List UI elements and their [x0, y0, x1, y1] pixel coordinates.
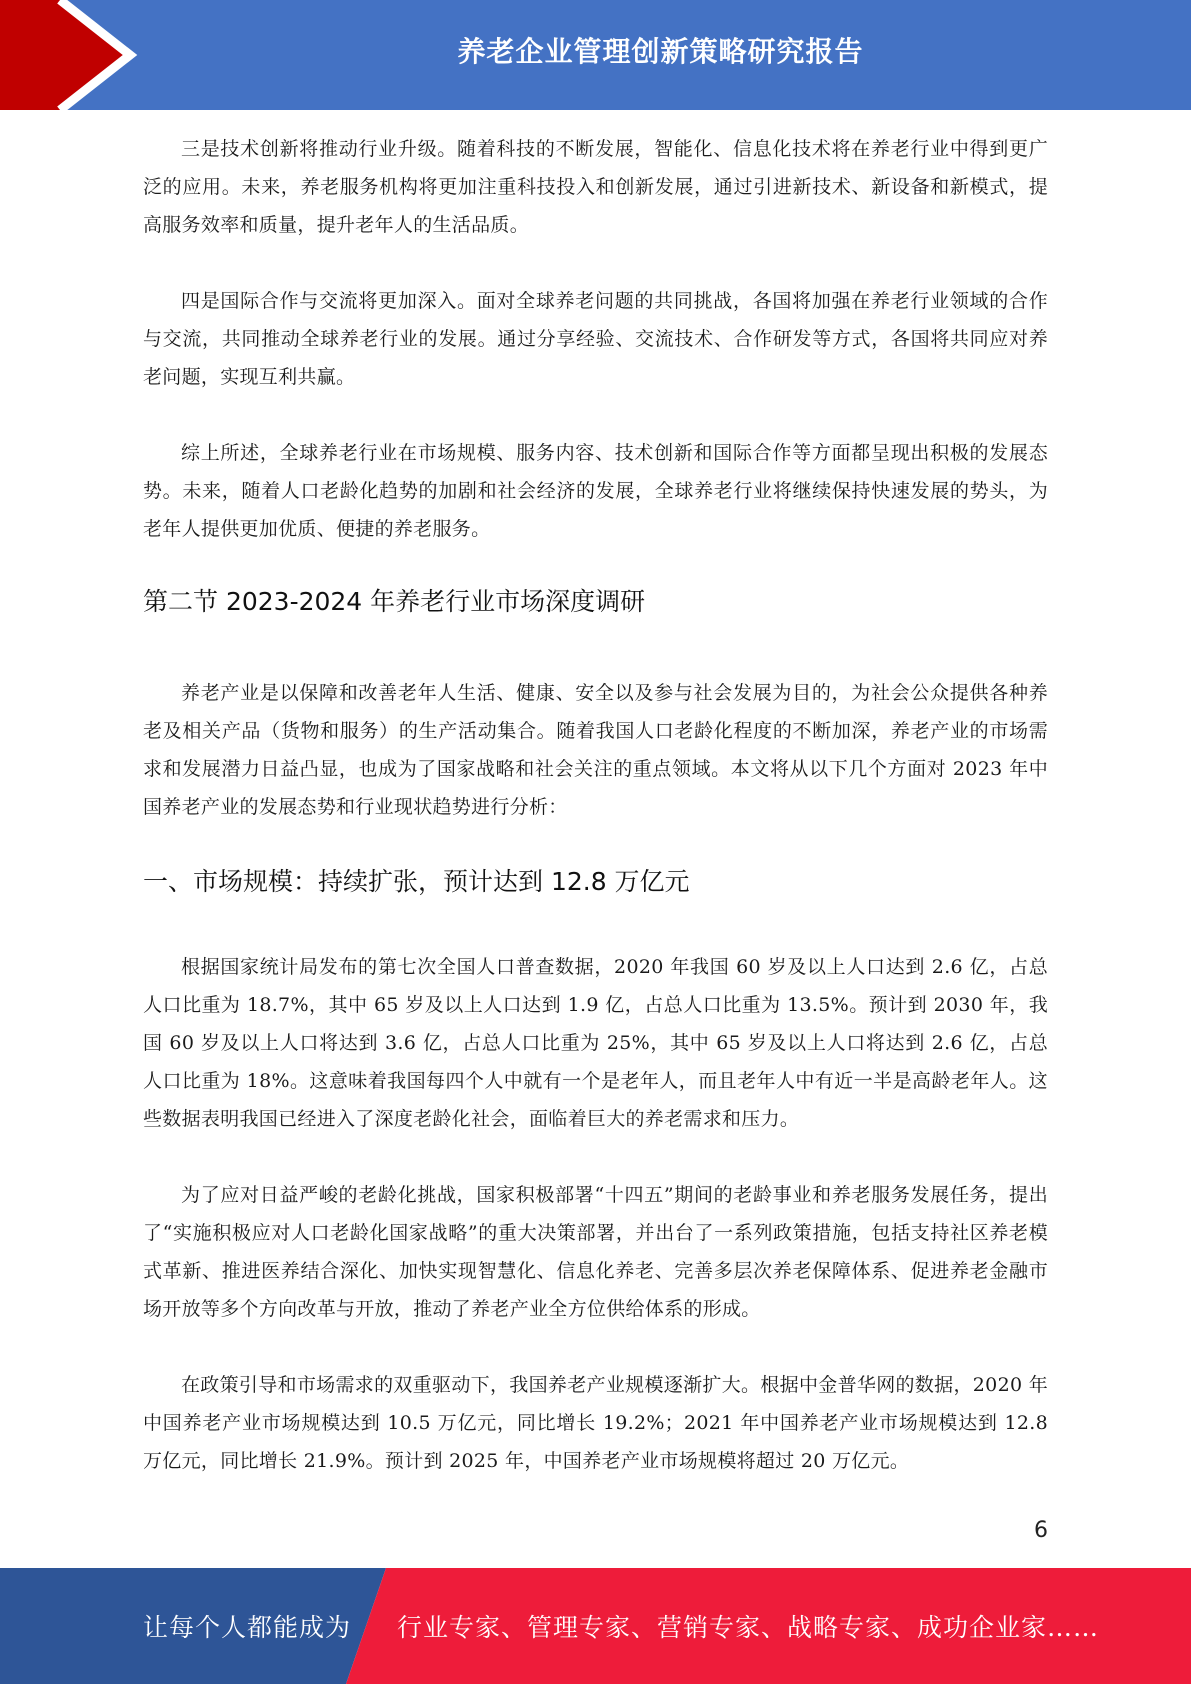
- footer-slogan-left: 让每个人都能成为: [143, 1613, 352, 1642]
- paragraph-international-cooperation: 四是国际合作与交流将更加深入。面对全球养老问题的共同挑战，各国将加强在养老行业领域的合作与交流，共同推动全球养老行业的发展。通过分享经验、交流技术、合作研发等方式，各国将共同应对养老问题，实现互利共赢。: [143, 290, 1048, 388]
- paragraph-market-growth: 在政策引导和市场需求的双重驱动下，我国养老产业规模逐渐扩大。根据中金普华网的数据，2020 年中国养老产业市场规模达到 10.5 万亿元，同比增长 19.2%；2021 年中国养老产业市场规模达到 12.8 万亿元，同比增长 21.9%。预计到 2025 年，中国养老产业市场规模将超过 20 万亿元。: [143, 1374, 1048, 1472]
- page-header: [0, 0, 1191, 110]
- section-heading: 第二节 2023-2024 年养老行业市场深度调研: [143, 587, 646, 616]
- paragraph-policy: 为了应对日益严峻的老龄化挑战，国家积极部署“十四五”期间的老龄事业和养老服务发展任务，提出了“实施积极应对人口老龄化国家战略”的重大决策部署，并出台了一系列政策措施，包括支持社区养老模式革新、推进医养结合深化、加快实现智慧化、信息化养老、完善多层次养老保障体系、促进养老金融市场开放等多个方向改革与开放，推动了养老产业全方位供给体系的形成。: [143, 1184, 1048, 1320]
- page-number: 6: [1034, 1518, 1048, 1543]
- header-title: 养老企业管理创新策略研究报告: [457, 35, 864, 68]
- paragraph-section-intro: 养老产业是以保障和改善老年人生活、健康、安全以及参与社会发展为目的，为社会公众提供各种养老及相关产品（货物和服务）的生产活动集合。随着我国人口老龄化程度的不断加深，养老产业的市场需求和发展潜力日益凸显，也成为了国家战略和社会关注的重点领域。本文将从以下几个方面对 2023 年中国养老产业的发展态势和行业现状趋势进行分析：: [143, 682, 1048, 818]
- paragraph-tech-innovation: 三是技术创新将推动行业升级。随着科技的不断发展，智能化、信息化技术将在养老行业中得到更广泛的应用。未来，养老服务机构将更加注重科技投入和创新发展，通过引进新技术、新设备和新模式，提高服务效率和质量，提升老年人的生活品质。: [143, 138, 1048, 236]
- paragraph-population-data: 根据国家统计局发布的第七次全国人口普查数据，2020 年我国 60 岁及以上人口达到 2.6 亿，占总人口比重为 18.7%，其中 65 岁及以上人口达到 1.9 亿，占总人口比重为 13.5%。预计到 2030 年，我国 60 岁及以上人口将达到 3.6 亿，占总人口比重为 25%，其中 65 岁及以上人口将达到 2.6 亿，占总人口比重为 18%。这意味着我国每四个人中就有一个是老年人，而且老年人中有近一半是高龄老年人。这些数据表明我国已经进入了深度老龄化社会，面临着巨大的养老需求和压力。: [143, 956, 1048, 1130]
- footer-slogan-right: 行业专家、管理专家、营销专家、战略专家、成功企业家……: [397, 1613, 1100, 1642]
- page-footer: [0, 1568, 1191, 1684]
- subheading-market-size: 一、市场规模：持续扩张，预计达到 12.8 万亿元: [143, 867, 690, 896]
- paragraph-summary: 综上所述，全球养老行业在市场规模、服务内容、技术创新和国际合作等方面都呈现出积极的发展态势。未来，随着人口老龄化趋势的加剧和社会经济的发展，全球养老行业将继续保持快速发展的势头，为老年人提供更加优质、便捷的养老服务。: [143, 442, 1048, 540]
- document-body: [143, 130, 1048, 1480]
